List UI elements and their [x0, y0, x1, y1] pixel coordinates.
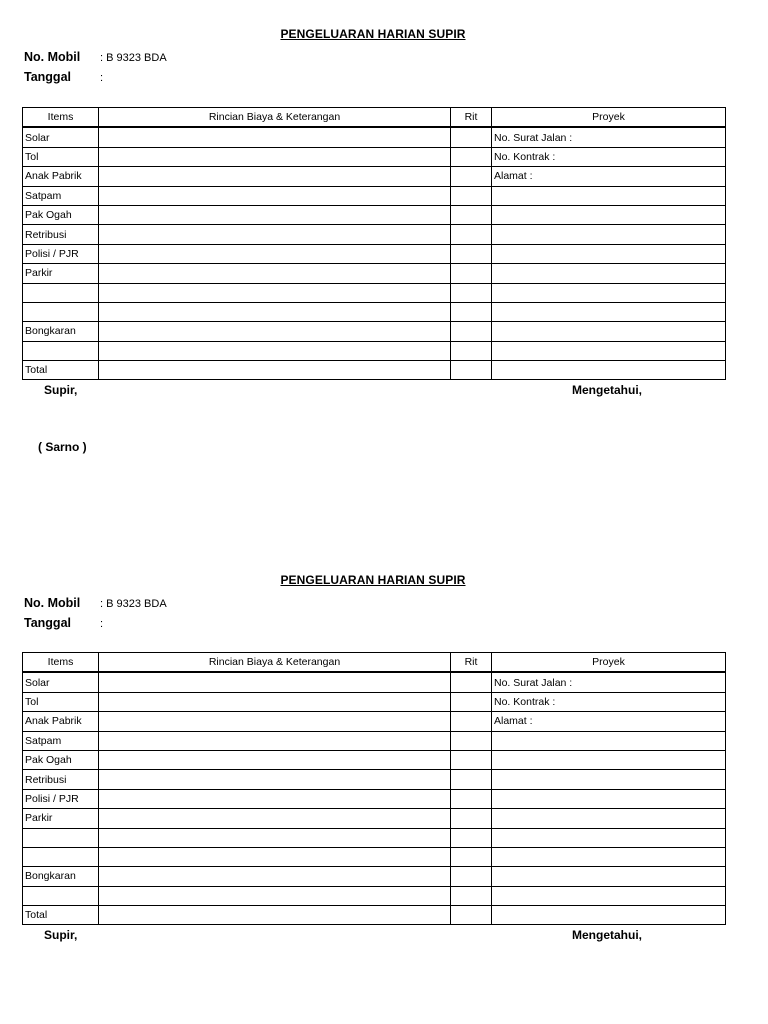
proyek-cell [492, 770, 726, 789]
rit-cell [451, 692, 492, 711]
rincian-cell [99, 828, 451, 847]
rit-cell [451, 731, 492, 750]
item-cell: Tol [23, 692, 99, 711]
rit-cell [451, 886, 492, 905]
proyek-cell: Alamat : [492, 712, 726, 731]
rincian-cell [99, 672, 451, 692]
proyek-cell [492, 264, 726, 283]
proyek-cell [492, 205, 726, 224]
item-cell: Solar [23, 127, 99, 147]
table-row [23, 906, 726, 925]
table-row [23, 712, 726, 731]
rincian-cell [99, 341, 451, 360]
rit-cell [451, 167, 492, 186]
mengetahui-label: Mengetahui, [572, 928, 643, 942]
rincian-cell [99, 244, 451, 263]
rit-cell [451, 847, 492, 866]
item-cell: Anak Pabrik [23, 167, 99, 186]
rit-cell [451, 712, 492, 731]
rincian-cell [99, 731, 451, 750]
header-proyek: Proyek [492, 653, 726, 673]
rit-cell [451, 341, 492, 360]
table-row [23, 302, 726, 321]
rit-cell [451, 205, 492, 224]
rit-cell [451, 322, 492, 341]
no-mobil-value: : B 9323 BDA [100, 52, 167, 64]
rincian-cell [99, 692, 451, 711]
rit-cell [451, 147, 492, 166]
proyek-cell: Alamat : [492, 167, 726, 186]
table-row [23, 886, 726, 905]
item-cell: Bongkaran [23, 867, 99, 886]
rit-cell [451, 672, 492, 692]
rincian-cell [99, 809, 451, 828]
rit-cell [451, 302, 492, 321]
table-row [23, 770, 726, 789]
item-cell: Tol [23, 147, 99, 166]
table-row [23, 672, 726, 692]
rincian-cell [99, 789, 451, 808]
item-cell: Polisi / PJR [23, 789, 99, 808]
table-header-row [23, 108, 726, 128]
rincian-cell [99, 283, 451, 302]
table-row [23, 127, 726, 147]
table-row [23, 322, 726, 341]
proyek-cell [492, 731, 726, 750]
rit-cell [451, 186, 492, 205]
table-row [23, 731, 726, 750]
table-row [23, 847, 726, 866]
rincian-cell [99, 847, 451, 866]
rit-cell [451, 906, 492, 925]
proyek-cell [492, 906, 726, 925]
proyek-cell: No. Surat Jalan : [492, 127, 726, 147]
form-title: PENGELUARAN HARIAN SUPIR [280, 27, 466, 41]
rincian-cell [99, 906, 451, 925]
proyek-cell [492, 302, 726, 321]
proyek-cell [492, 886, 726, 905]
table-row [23, 789, 726, 808]
rincian-cell [99, 750, 451, 769]
item-cell [23, 886, 99, 905]
tanggal-label: Tanggal [24, 70, 71, 84]
item-cell: Parkir [23, 264, 99, 283]
proyek-cell [492, 828, 726, 847]
no-mobil-label: No. Mobil [24, 50, 81, 64]
form-title: PENGELUARAN HARIAN SUPIR [280, 573, 466, 587]
item-cell [23, 828, 99, 847]
item-cell: Satpam [23, 186, 99, 205]
rit-cell [451, 361, 492, 380]
table-row [23, 341, 726, 360]
rincian-cell [99, 205, 451, 224]
table-header-row [23, 653, 726, 673]
proyek-cell: No. Surat Jalan : [492, 672, 726, 692]
supir-label: Supir, [44, 928, 78, 942]
item-cell: Anak Pabrik [23, 712, 99, 731]
rincian-cell [99, 225, 451, 244]
item-cell [23, 847, 99, 866]
table-row [23, 244, 726, 263]
rit-cell [451, 867, 492, 886]
proyek-cell [492, 283, 726, 302]
mengetahui-label: Mengetahui, [572, 383, 643, 397]
proyek-cell [492, 322, 726, 341]
item-cell: Satpam [23, 731, 99, 750]
table-row [23, 361, 726, 380]
rincian-cell [99, 167, 451, 186]
item-cell: Parkir [23, 809, 99, 828]
header-proyek: Proyek [492, 108, 726, 128]
item-cell: Total [23, 906, 99, 925]
rincian-cell [99, 322, 451, 341]
rincian-cell [99, 867, 451, 886]
item-cell: Pak Ogah [23, 205, 99, 224]
table-body [23, 127, 726, 380]
proyek-cell [492, 750, 726, 769]
item-cell: Solar [23, 672, 99, 692]
rit-cell [451, 225, 492, 244]
item-cell: Polisi / PJR [23, 244, 99, 263]
table-row [23, 828, 726, 847]
header-rincian: Rincian Biaya & Keterangan [99, 653, 451, 673]
proyek-cell [492, 789, 726, 808]
table-row [23, 186, 726, 205]
rit-cell [451, 770, 492, 789]
expense-table [22, 652, 726, 925]
table-row [23, 264, 726, 283]
no-mobil-label: No. Mobil [24, 596, 81, 610]
table-row [23, 225, 726, 244]
table-row [23, 283, 726, 302]
proyek-cell [492, 809, 726, 828]
rincian-cell [99, 302, 451, 321]
rincian-cell [99, 147, 451, 166]
expense-table [22, 107, 726, 380]
header-items: Items [23, 108, 99, 128]
item-cell [23, 302, 99, 321]
table-row [23, 867, 726, 886]
table-row [23, 147, 726, 166]
item-cell: Pak Ogah [23, 750, 99, 769]
proyek-cell [492, 867, 726, 886]
item-cell: Bongkaran [23, 322, 99, 341]
rincian-cell [99, 886, 451, 905]
rincian-cell [99, 264, 451, 283]
supir-name: ( Sarno ) [38, 440, 87, 454]
rit-cell [451, 244, 492, 263]
proyek-cell [492, 847, 726, 866]
tanggal-value: : [100, 618, 104, 630]
table-body [23, 672, 726, 925]
item-cell [23, 283, 99, 302]
item-cell: Total [23, 361, 99, 380]
proyek-cell [492, 244, 726, 263]
proyek-cell [492, 225, 726, 244]
proyek-cell: No. Kontrak : [492, 147, 726, 166]
header-rincian: Rincian Biaya & Keterangan [99, 108, 451, 128]
rit-cell [451, 264, 492, 283]
rit-cell [451, 789, 492, 808]
item-cell: Retribusi [23, 770, 99, 789]
rit-cell [451, 828, 492, 847]
rit-cell [451, 809, 492, 828]
table-row [23, 750, 726, 769]
table-row [23, 692, 726, 711]
rit-cell [451, 750, 492, 769]
proyek-cell [492, 341, 726, 360]
rincian-cell [99, 712, 451, 731]
rit-cell [451, 283, 492, 302]
table-row [23, 809, 726, 828]
proyek-cell [492, 186, 726, 205]
proyek-cell [492, 361, 726, 380]
tanggal-label: Tanggal [24, 616, 71, 630]
supir-label: Supir, [44, 383, 78, 397]
rincian-cell [99, 127, 451, 147]
rit-cell [451, 127, 492, 147]
tanggal-value: : [100, 72, 104, 84]
header-items: Items [23, 653, 99, 673]
rincian-cell [99, 770, 451, 789]
item-cell [23, 341, 99, 360]
no-mobil-value: : B 9323 BDA [100, 598, 167, 610]
header-rit: Rit [451, 653, 492, 673]
item-cell: Retribusi [23, 225, 99, 244]
table-row [23, 167, 726, 186]
proyek-cell: No. Kontrak : [492, 692, 726, 711]
rincian-cell [99, 186, 451, 205]
table-row [23, 205, 726, 224]
rincian-cell [99, 361, 451, 380]
header-rit: Rit [451, 108, 492, 128]
